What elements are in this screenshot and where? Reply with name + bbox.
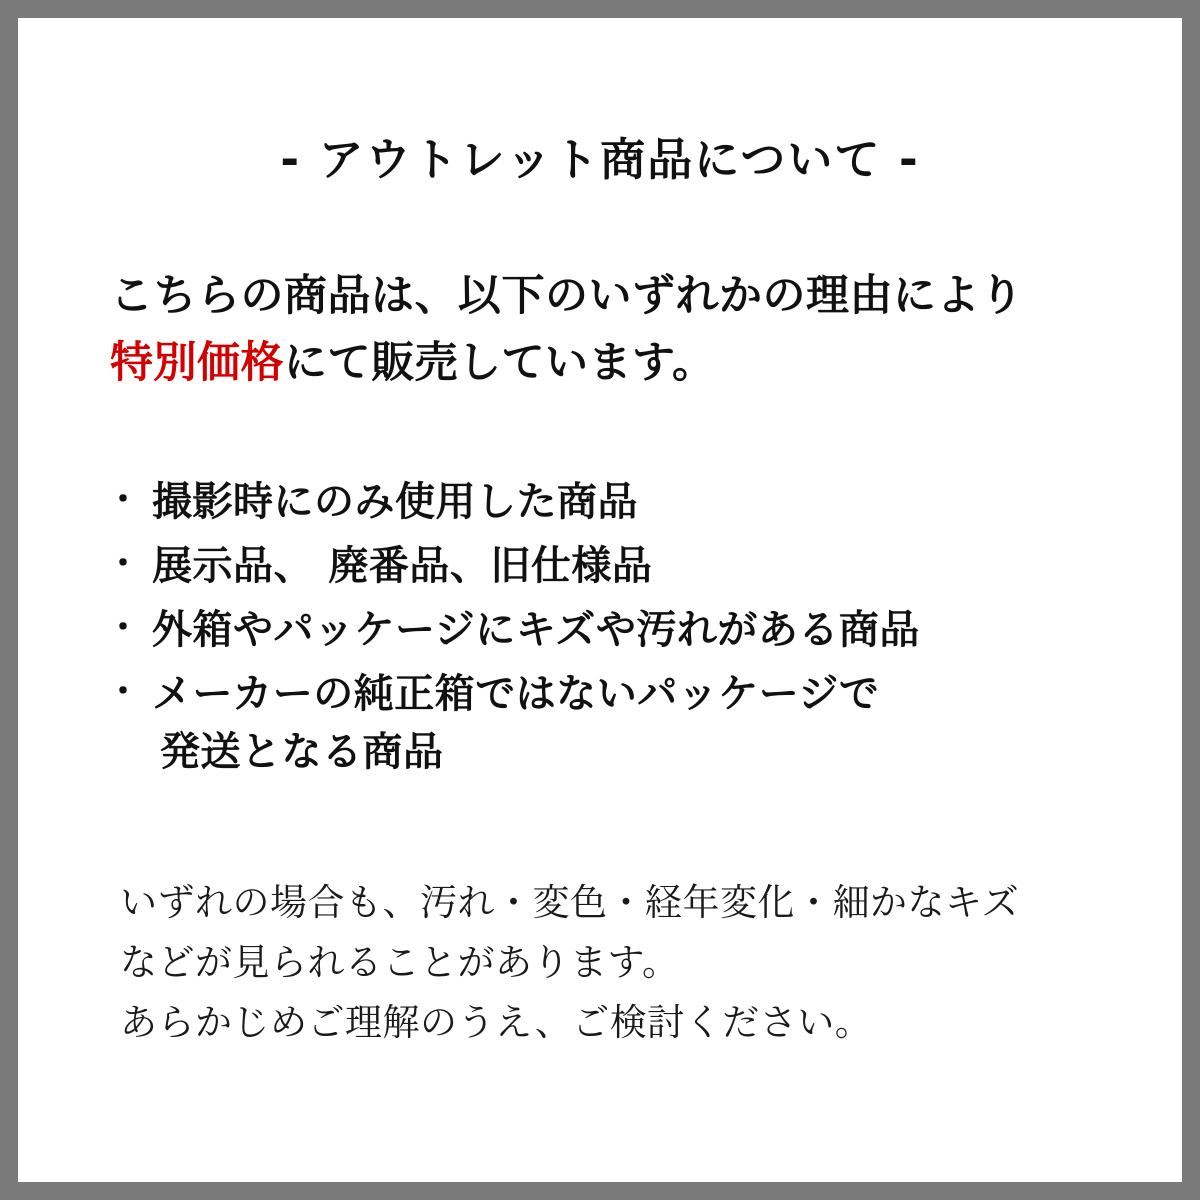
list-item-line-1: 外箱やパッケージにキズや汚れがある商品 (152, 607, 920, 653)
list-item-label (152, 473, 1146, 531)
notice-content (18, 18, 1182, 1182)
reason-list (106, 473, 1146, 787)
list-item-line-1: 撮影時にのみ使用した商品 (152, 479, 638, 525)
notice-card (18, 18, 1182, 1182)
footnote-line-1: いずれの場合も、汚れ・変色・経年変化・細かなキズ (120, 881, 1020, 924)
list-item-label (152, 665, 1146, 781)
list-item (106, 537, 1146, 595)
footnote-paragraph (120, 873, 1150, 1053)
bullet-icon: ・ (106, 480, 141, 520)
lead-highlight: 特別価格 (110, 337, 284, 388)
list-item-line-1: 展示品、 廃番品、旧仕様品 (152, 543, 653, 589)
list-item (106, 473, 1146, 531)
list-item-label (152, 537, 1146, 595)
bullet-icon: ・ (106, 544, 141, 584)
lead-line-1: こちらの商品は、以下のいずれかの理由により (110, 271, 1024, 321)
footnote-line-3: あらかじめご理解のうえ、ご検討ください。 (120, 1000, 873, 1044)
bullet-icon: ・ (106, 608, 141, 648)
footnote-line-2: などが見られることがあります。 (120, 940, 680, 984)
list-item-line-2: 発送となる商品 (160, 729, 444, 775)
page-title: - アウトレット商品について - (280, 133, 920, 186)
lead-line-2-rest: にて販売しています。 (284, 337, 716, 388)
list-item-line-1: メーカーの純正箱ではないパッケージで (152, 671, 880, 717)
list-item-label (152, 601, 1146, 659)
bullet-icon: ・ (106, 672, 141, 712)
lead-paragraph (110, 263, 1130, 396)
list-item (106, 601, 1146, 659)
list-item (106, 665, 1146, 781)
